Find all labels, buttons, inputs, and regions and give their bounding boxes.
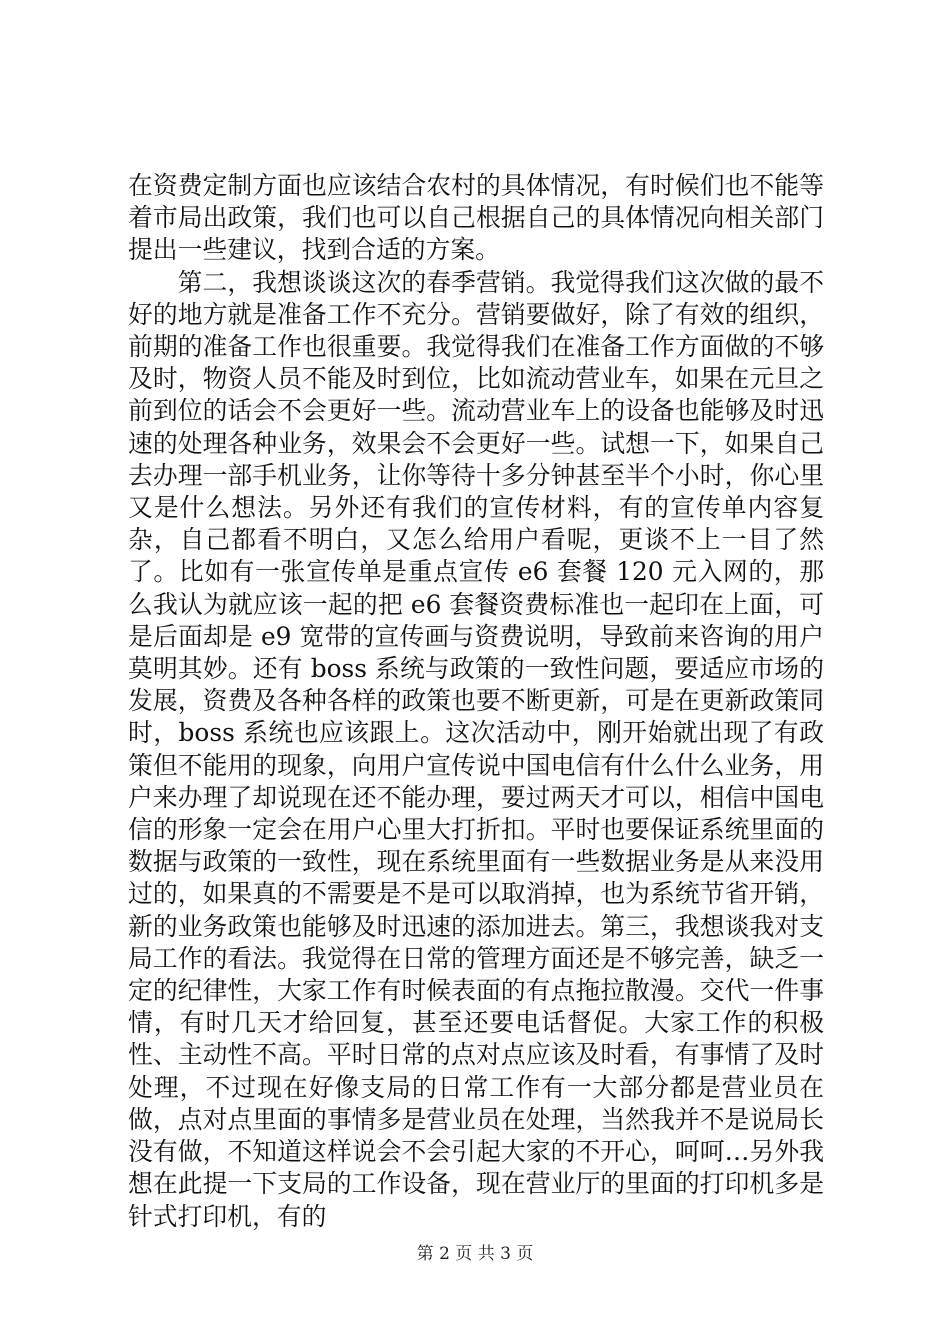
document-body — [128, 170, 824, 1233]
page-footer: 第 2 页 共 3 页 — [416, 1244, 534, 1264]
paragraph-2: 第二，我想谈谈这次的春季营销。我觉得我们这次做的最不好的地方就是准备工作不充分。营销要做好，除了有效的组织，前期的准备工作也很重要。我觉得我们在准备工作方面做的不够及时，物资人员不能及时到位，比如流动营业车，如果在元旦之前到位的话会不会更好一些。流动营业车上的设备也能够及时迅速的处理各种业务，效果会不会更好一些。试想一下，如果自己去办理一部手机业务，让你等待十多分钟甚至半个小时，你心里又是什么想法。另外还有我们的宣传材料，有的宣传单内容复杂，自己都看不明白，又怎么给用户看呢，更谈不上一目了然了。比如有一张宣传单是重点宣传 e6 套餐 120 元入网的，那么我认为就应该一起的把 e6 套餐资费标准也一起印在上面，可是后面却是 e9 宽带的宣传画与资费说明，导致前来咨询的用户莫明其妙。还有 boss 系统与政策的一致性问题，要适应市场的发展，资费及各种各样的政策也要不断更新，可是在更新政策同时，boss 系统也应该跟上。这次活动中，刚开始就出现了有政策但不能用的现象，向用户宣传说中国电信有什么什么业务，用户来办理了却说现在还不能办理，要过两天才可以，相信中国电信的形象一定会在用户心里大打折扣。平时也要保证系统里面的数据与政策的一致性，现在系统里面有一些数据业务是从来没用过的，如果真的不需要是不是可以取消掉，也为系统节省开销，新的业务政策也能够及时迅速的添加进去。第三，我想谈我对支局工作的看法。我觉得在日常的管理方面还是不够完善，缺乏一定的纪律性，大家工作有时候表面的有点拖拉散漫。交代一件事情，有时几天才给回复，甚至还要电话督促。大家工作的积极性、主动性不高。平时日常的点对点应该及时看，有事情了及时处理，不过现在好像支局的日常工作有一大部分都是营业员在做，点对点里面的事情多是营业员在处理，当然我并不是说局长没有做，不知道这样说会不会引起大家的不开心，呵呵…另外我想在此提一下支局的工作设备，现在营业厅的里面的打印机多是针式打印机，有的 — [128, 267, 824, 1231]
paragraph-1: 在资费定制方面也应该结合农村的具体情况，有时候们也不能等着市局出政策，我们也可以自己根据自己的具体情况向相关部门提出一些建议，找到合适的方案。 — [128, 171, 824, 265]
